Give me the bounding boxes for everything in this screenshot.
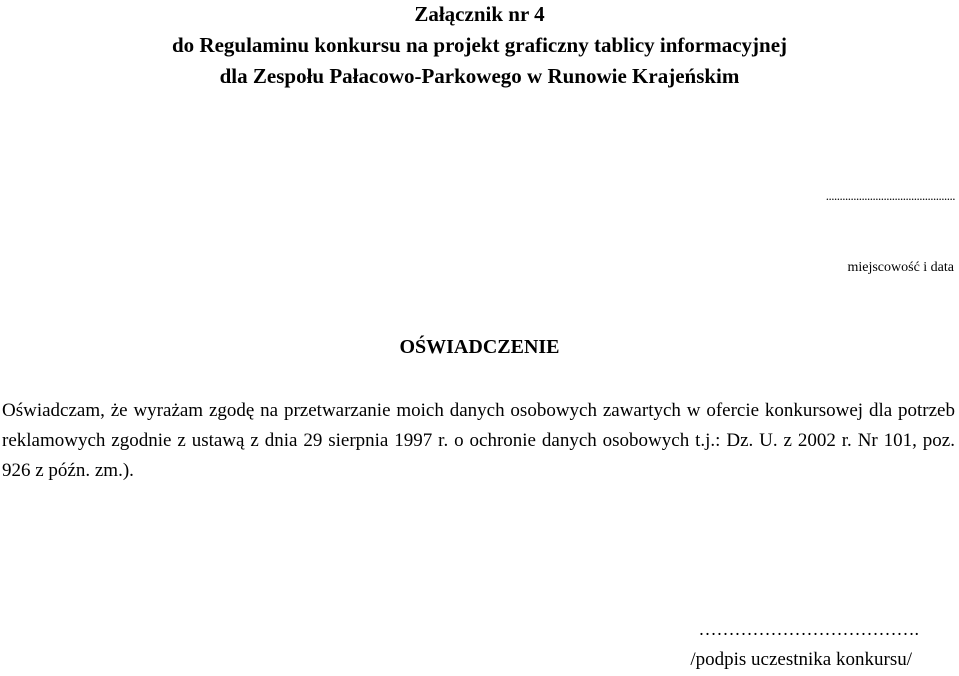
- signature-label: /podpis uczestnika konkursu/: [690, 649, 912, 670]
- place-date-dotted-line: ...............................................: [825, 188, 955, 203]
- document-header: [0, 0, 959, 92]
- attachment-subtitle-institution: dla Zespołu Pałacowo-Parkowego w Runowie Krajeńskim: [219, 64, 740, 88]
- place-date-label: miejscowość i data: [847, 260, 954, 275]
- document-title: OŚWIADCZENIE: [399, 336, 560, 358]
- attachment-subtitle-regulation: do Regulaminu konkursu na projekt graficzny tablicy informacyjnej: [171, 33, 788, 57]
- signature-dotted-line: ……………………………….: [698, 619, 919, 639]
- statement-paragraph: Oświadczam, że wyrażam zgodę na przetwarzanie moich danych osobowych zawartych w ofercie konkursowej dla potrzeb reklamowych zgodnie z ustawą z dnia 29 sierpnia 1997 r. o ochronie danych osobowych t.j.: Dz. U. z 2002 r. Nr 101, poz. 926 z późn. zm.).: [2, 400, 955, 481]
- attachment-number: Załącznik nr 4: [414, 2, 545, 26]
